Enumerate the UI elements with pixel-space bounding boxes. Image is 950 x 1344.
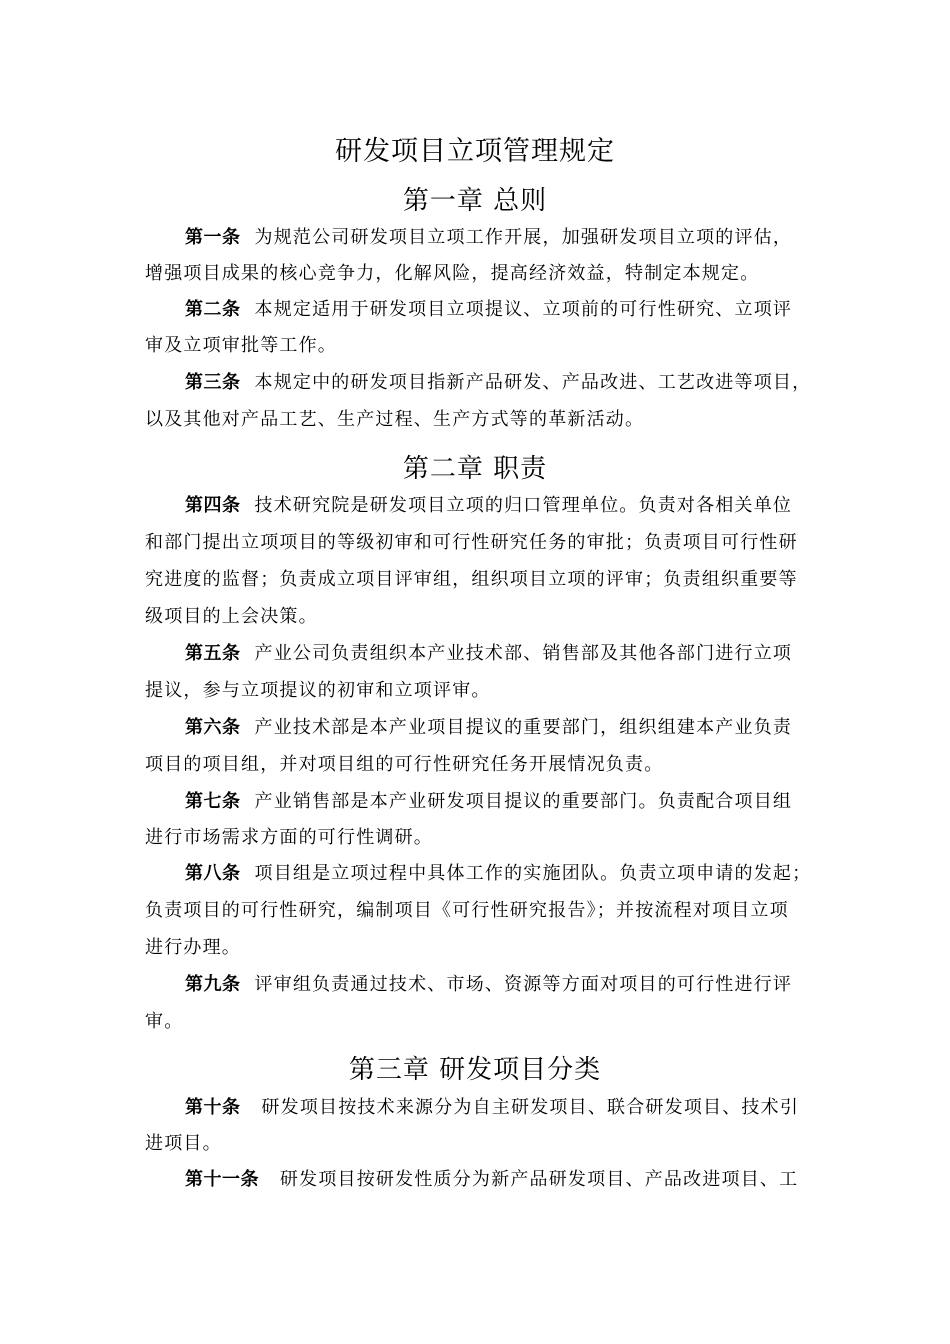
article-text: 产业销售部是本产业研发项目提议的重要部门。负责配合项目组 — [254, 791, 793, 812]
article-label: 第四条 — [185, 495, 241, 516]
article-first-line — [185, 642, 815, 666]
article-label: 第九条 — [185, 974, 241, 995]
article-first-line — [185, 226, 815, 250]
article-line: 级项目的上会决策。 — [145, 606, 318, 627]
chapter-title: 第二章 职责 — [402, 454, 548, 484]
article-first-line — [185, 494, 815, 518]
article-line: 负责项目的可行性研究，编制项目《可行性研究报告》；并按流程对项目立项 — [145, 900, 789, 921]
chapter-title: 第一章 总则 — [402, 186, 548, 216]
article-line: 项目的项目组，并对项目组的可行性研究任务开展情况负责。 — [145, 754, 664, 775]
article-label: 第一条 — [185, 227, 241, 248]
article-line: 进项目。 — [145, 1133, 222, 1154]
article-first-line — [185, 298, 815, 322]
article-text: 研发项目按技术来源分为自主研发项目、联合研发项目、技术引 — [254, 1097, 800, 1118]
article-label: 第八条 — [185, 863, 241, 884]
article-first-line — [185, 973, 815, 997]
article-line: 审。 — [145, 1011, 184, 1032]
article-first-line — [185, 716, 815, 740]
article-text: 为规范公司研发项目立项工作开展，加强研发项目立项的评估， — [254, 227, 793, 248]
article-text: 本规定中的研发项目指新产品研发、产品改进、工艺改进等项目， — [254, 372, 812, 393]
article-line: 进行市场需求方面的可行性调研。 — [145, 827, 433, 848]
article-label: 第十条 — [185, 1097, 241, 1118]
article-label: 第五条 — [185, 643, 241, 664]
article-line: 进行办理。 — [145, 937, 241, 958]
article-label: 第七条 — [185, 791, 241, 812]
document-title: 研发项目立项管理规定 — [335, 136, 615, 167]
article-text: 技术研究院是研发项目立项的归口管理单位。负责对各相关单位 — [254, 495, 793, 516]
article-line: 究进度的监督；负责成立项目评审组，组织项目立项的评审；负责组织重要等 — [145, 569, 798, 590]
article-line: 和部门提出立项项目的等级初审和可行性研究任务的审批；负责项目可行性研 — [145, 532, 798, 553]
article-label: 第三条 — [185, 372, 241, 393]
article-text: 研发项目按研发性质分为新产品研发项目、产品改进项目、工 — [273, 1169, 799, 1190]
article-label: 第六条 — [185, 717, 241, 738]
article-line: 以及其他对产品工艺、生产过程、生产方式等的革新活动。 — [145, 409, 645, 430]
article-text: 项目组是立项过程中具体工作的实施团队。负责立项申请的发起； — [254, 863, 812, 884]
article-text: 产业公司负责组织本产业技术部、销售部及其他各部门进行立项 — [254, 643, 793, 664]
chapter-title: 第三章 研发项目分类 — [348, 1055, 602, 1085]
article-first-line — [185, 1096, 815, 1120]
article-text: 产业技术部是本产业项目提议的重要部门，组织组建本产业负责 — [254, 717, 793, 738]
article-text: 本规定适用于研发项目立项提议、立项前的可行性研究、立项评 — [254, 299, 793, 320]
article-text: 评审组负责通过技术、市场、资源等方面对项目的可行性进行评 — [254, 974, 793, 995]
article-label: 第十一条 — [185, 1169, 259, 1190]
article-line: 提议，参与立项提议的初审和立项评审。 — [145, 680, 491, 701]
article-first-line — [185, 371, 815, 395]
article-line: 增强项目成果的核心竞争力，化解风险，提高经济效益，特制定本规定。 — [145, 263, 760, 284]
article-first-line — [185, 862, 815, 886]
article-first-line — [185, 790, 815, 814]
article-line: 审及立项审批等工作。 — [145, 335, 337, 356]
article-first-line — [185, 1168, 815, 1192]
article-label: 第二条 — [185, 299, 241, 320]
